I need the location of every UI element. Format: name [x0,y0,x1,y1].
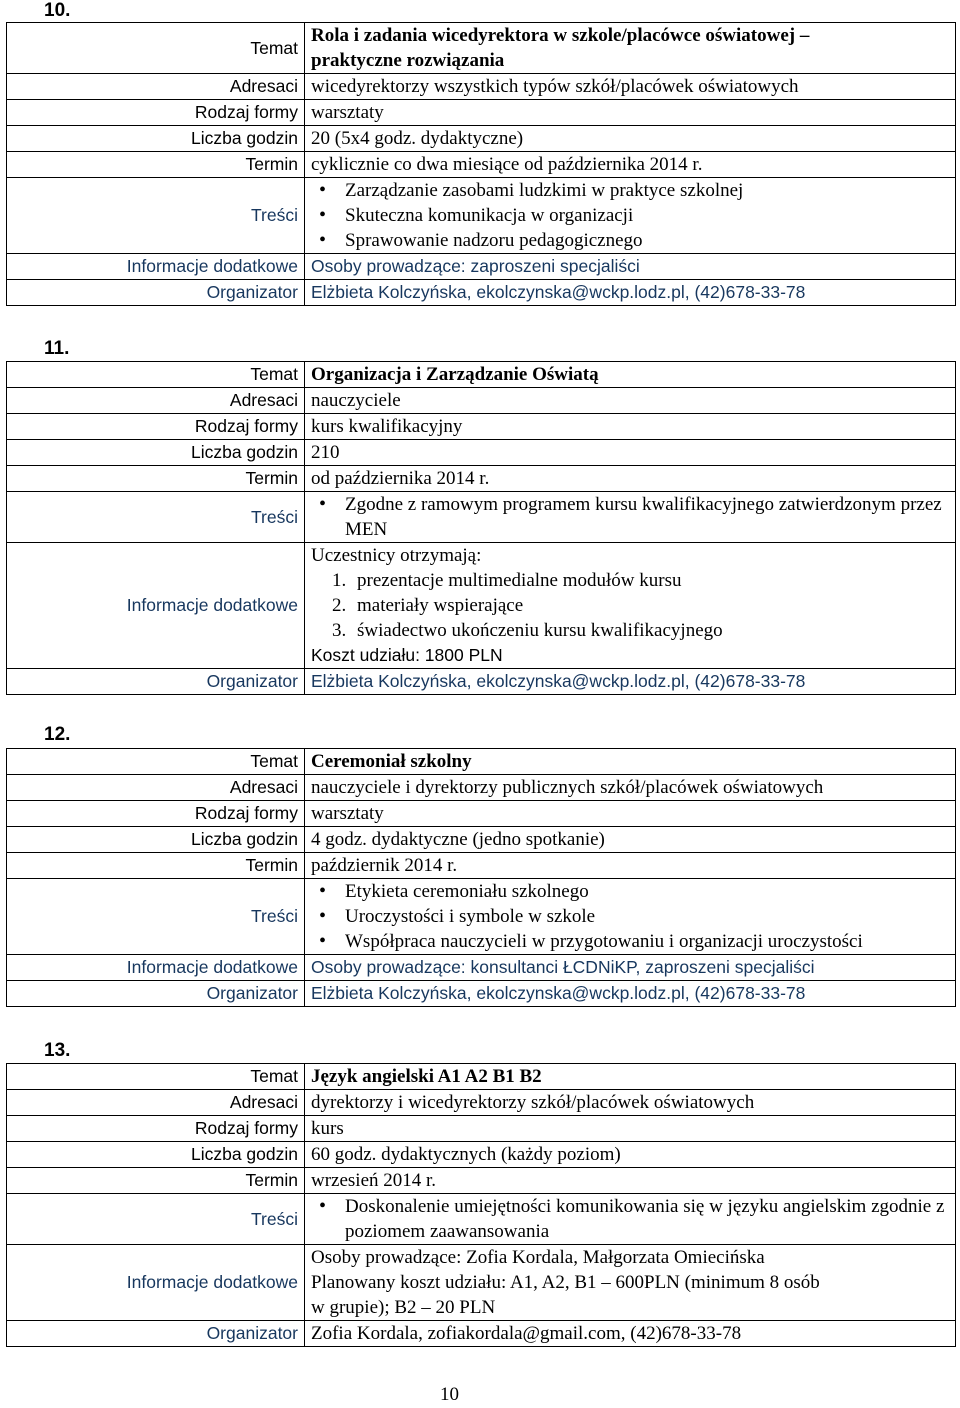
info-line: Planowany koszt udziału: A1, A2, B1 – 600PLN (minimum 8 osób [311,1272,820,1293]
value-temat: Ceremoniał szkolny [305,749,956,775]
value-adresaci: nauczyciele [305,388,956,414]
label-organizator: Organizator [7,280,305,306]
value-info: Osoby prowadzące: zaproszeni specjaliści [305,254,956,280]
info-line: w grupie); B2 – 20 PLN [311,1297,496,1318]
label-info: Informacje dodatkowe [7,254,305,280]
label-organizator: Organizator [7,669,305,695]
list-item: • Doskonalenie umiejętności komunikowania się w języku angielskim zgodnie z poziomem zaawansowania [319,1194,949,1244]
value-tresci [305,879,956,955]
value-info: Osoby prowadzące: konsultanci ŁCDNiKP, zaproszeni specjaliści [305,955,956,981]
list-item: • Uroczystości i symbole w szkole [319,904,949,929]
list-item: • Sprawowanie nadzoru pedagogicznego [319,228,949,253]
value-temat: Język angielski A1 A2 B1 B2 [305,1064,956,1090]
section-number: 13. [44,1040,71,1061]
value-liczba: 210 [305,440,956,466]
value-tresci [305,178,956,254]
value-liczba: 60 godz. dydaktycznych (każdy poziom) [305,1142,956,1168]
course-table-13 [6,1063,956,1347]
value-termin: wrzesień 2014 r. [305,1168,956,1194]
value-organizator: Elżbieta Kolczyńska, ekolczynska@wckp.lodz.pl, (42)678-33-78 [305,981,956,1007]
label-temat: Temat [7,23,305,74]
label-info: Informacje dodatkowe [7,543,305,669]
value-adresaci: dyrektorzy i wicedyrektorzy szkół/placówek oświatowych [305,1090,956,1116]
value-termin: cyklicznie co dwa miesiące od października 2014 r. [305,152,956,178]
value-organizator: Zofia Kordala, zofiakordala@gmail.com, (42)678-33-78 [305,1321,956,1347]
value-termin: od października 2014 r. [305,466,956,492]
section-number: 12. [44,724,71,745]
info-line: Osoby prowadzące: Zofia Kordala, Małgorzata Omiecińska [311,1247,765,1268]
label-liczba: Liczba godzin [7,827,305,853]
label-temat: Temat [7,749,305,775]
list-item: • Etykieta ceremoniału szkolnego [319,879,949,904]
label-rodzaj: Rodzaj formy [7,1116,305,1142]
label-adresaci: Adresaci [7,775,305,801]
info-intro: Uczestnicy otrzymają: [311,545,482,566]
label-adresaci: Adresaci [7,1090,305,1116]
value-info [305,1245,956,1321]
label-termin: Termin [7,1168,305,1194]
value-temat: Rola i zadania wicedyrektora w szkole/placówce oświatowej – praktyczne rozwiązania [305,23,956,74]
label-temat: Temat [7,1064,305,1090]
value-rodzaj: kurs [305,1116,956,1142]
label-organizator: Organizator [7,1321,305,1347]
list-item: • Zarządzanie zasobami ludzkimi w praktyce szkolnej [319,178,949,203]
label-liczba: Liczba godzin [7,126,305,152]
list-item: • Zgodne z ramowym programem kursu kwalifikacyjnego zatwierdzonym przez MEN [319,492,949,542]
list-item: • Współpraca nauczycieli w przygotowaniu i organizacji uroczystości [319,929,949,954]
label-termin: Termin [7,853,305,879]
label-temat: Temat [7,362,305,388]
value-tresci [305,492,956,543]
value-temat: Organizacja i Zarządzanie Oświatą [305,362,956,388]
label-liczba: Liczba godzin [7,1142,305,1168]
label-tresci: Treści [7,879,305,955]
label-rodzaj: Rodzaj formy [7,801,305,827]
list-item: 2. materiały wspierające [351,593,949,618]
label-termin: Termin [7,466,305,492]
value-termin: październik 2014 r. [305,853,956,879]
label-rodzaj: Rodzaj formy [7,100,305,126]
label-tresci: Treści [7,178,305,254]
label-organizator: Organizator [7,981,305,1007]
list-item: • Skuteczna komunikacja w organizacji [319,203,949,228]
label-adresaci: Adresaci [7,388,305,414]
label-termin: Termin [7,152,305,178]
label-liczba: Liczba godzin [7,440,305,466]
course-table-10 [6,22,956,306]
section-number: 11. [44,338,70,359]
label-info: Informacje dodatkowe [7,955,305,981]
list-item: 1. prezentacje multimedialne modułów kursu [351,568,949,593]
value-organizator: Elżbieta Kolczyńska, ekolczynska@wckp.lodz.pl, (42)678-33-78 [305,280,956,306]
value-rodzaj: warsztaty [305,100,956,126]
label-rodzaj: Rodzaj formy [7,414,305,440]
value-tresci [305,1194,956,1245]
value-liczba: 4 godz. dydaktyczne (jedno spotkanie) [305,827,956,853]
value-info [305,543,956,669]
page-number: 10 [440,1384,459,1405]
value-adresaci: nauczyciele i dyrektorzy publicznych szkół/placówek oświatowych [305,775,956,801]
label-tresci: Treści [7,492,305,543]
value-rodzaj: kurs kwalifikacyjny [305,414,956,440]
list-item: 3. świadectwo ukończeniu kursu kwalifikacyjnego [351,618,949,643]
label-info: Informacje dodatkowe [7,1245,305,1321]
value-liczba: 20 (5x4 godz. dydaktyczne) [305,126,956,152]
row-temat [7,23,956,74]
label-adresaci: Adresaci [7,74,305,100]
value-organizator: Elżbieta Kolczyńska, ekolczynska@wckp.lodz.pl, (42)678-33-78 [305,669,956,695]
info-cost: Koszt udziału: 1800 PLN [311,645,503,665]
section-number: 10. [44,0,71,21]
course-table-11 [6,361,956,695]
course-table-12 [6,748,956,1007]
label-tresci: Treści [7,1194,305,1245]
value-adresaci: wicedyrektorzy wszystkich typów szkół/placówek oświatowych [305,74,956,100]
value-rodzaj: warsztaty [305,801,956,827]
